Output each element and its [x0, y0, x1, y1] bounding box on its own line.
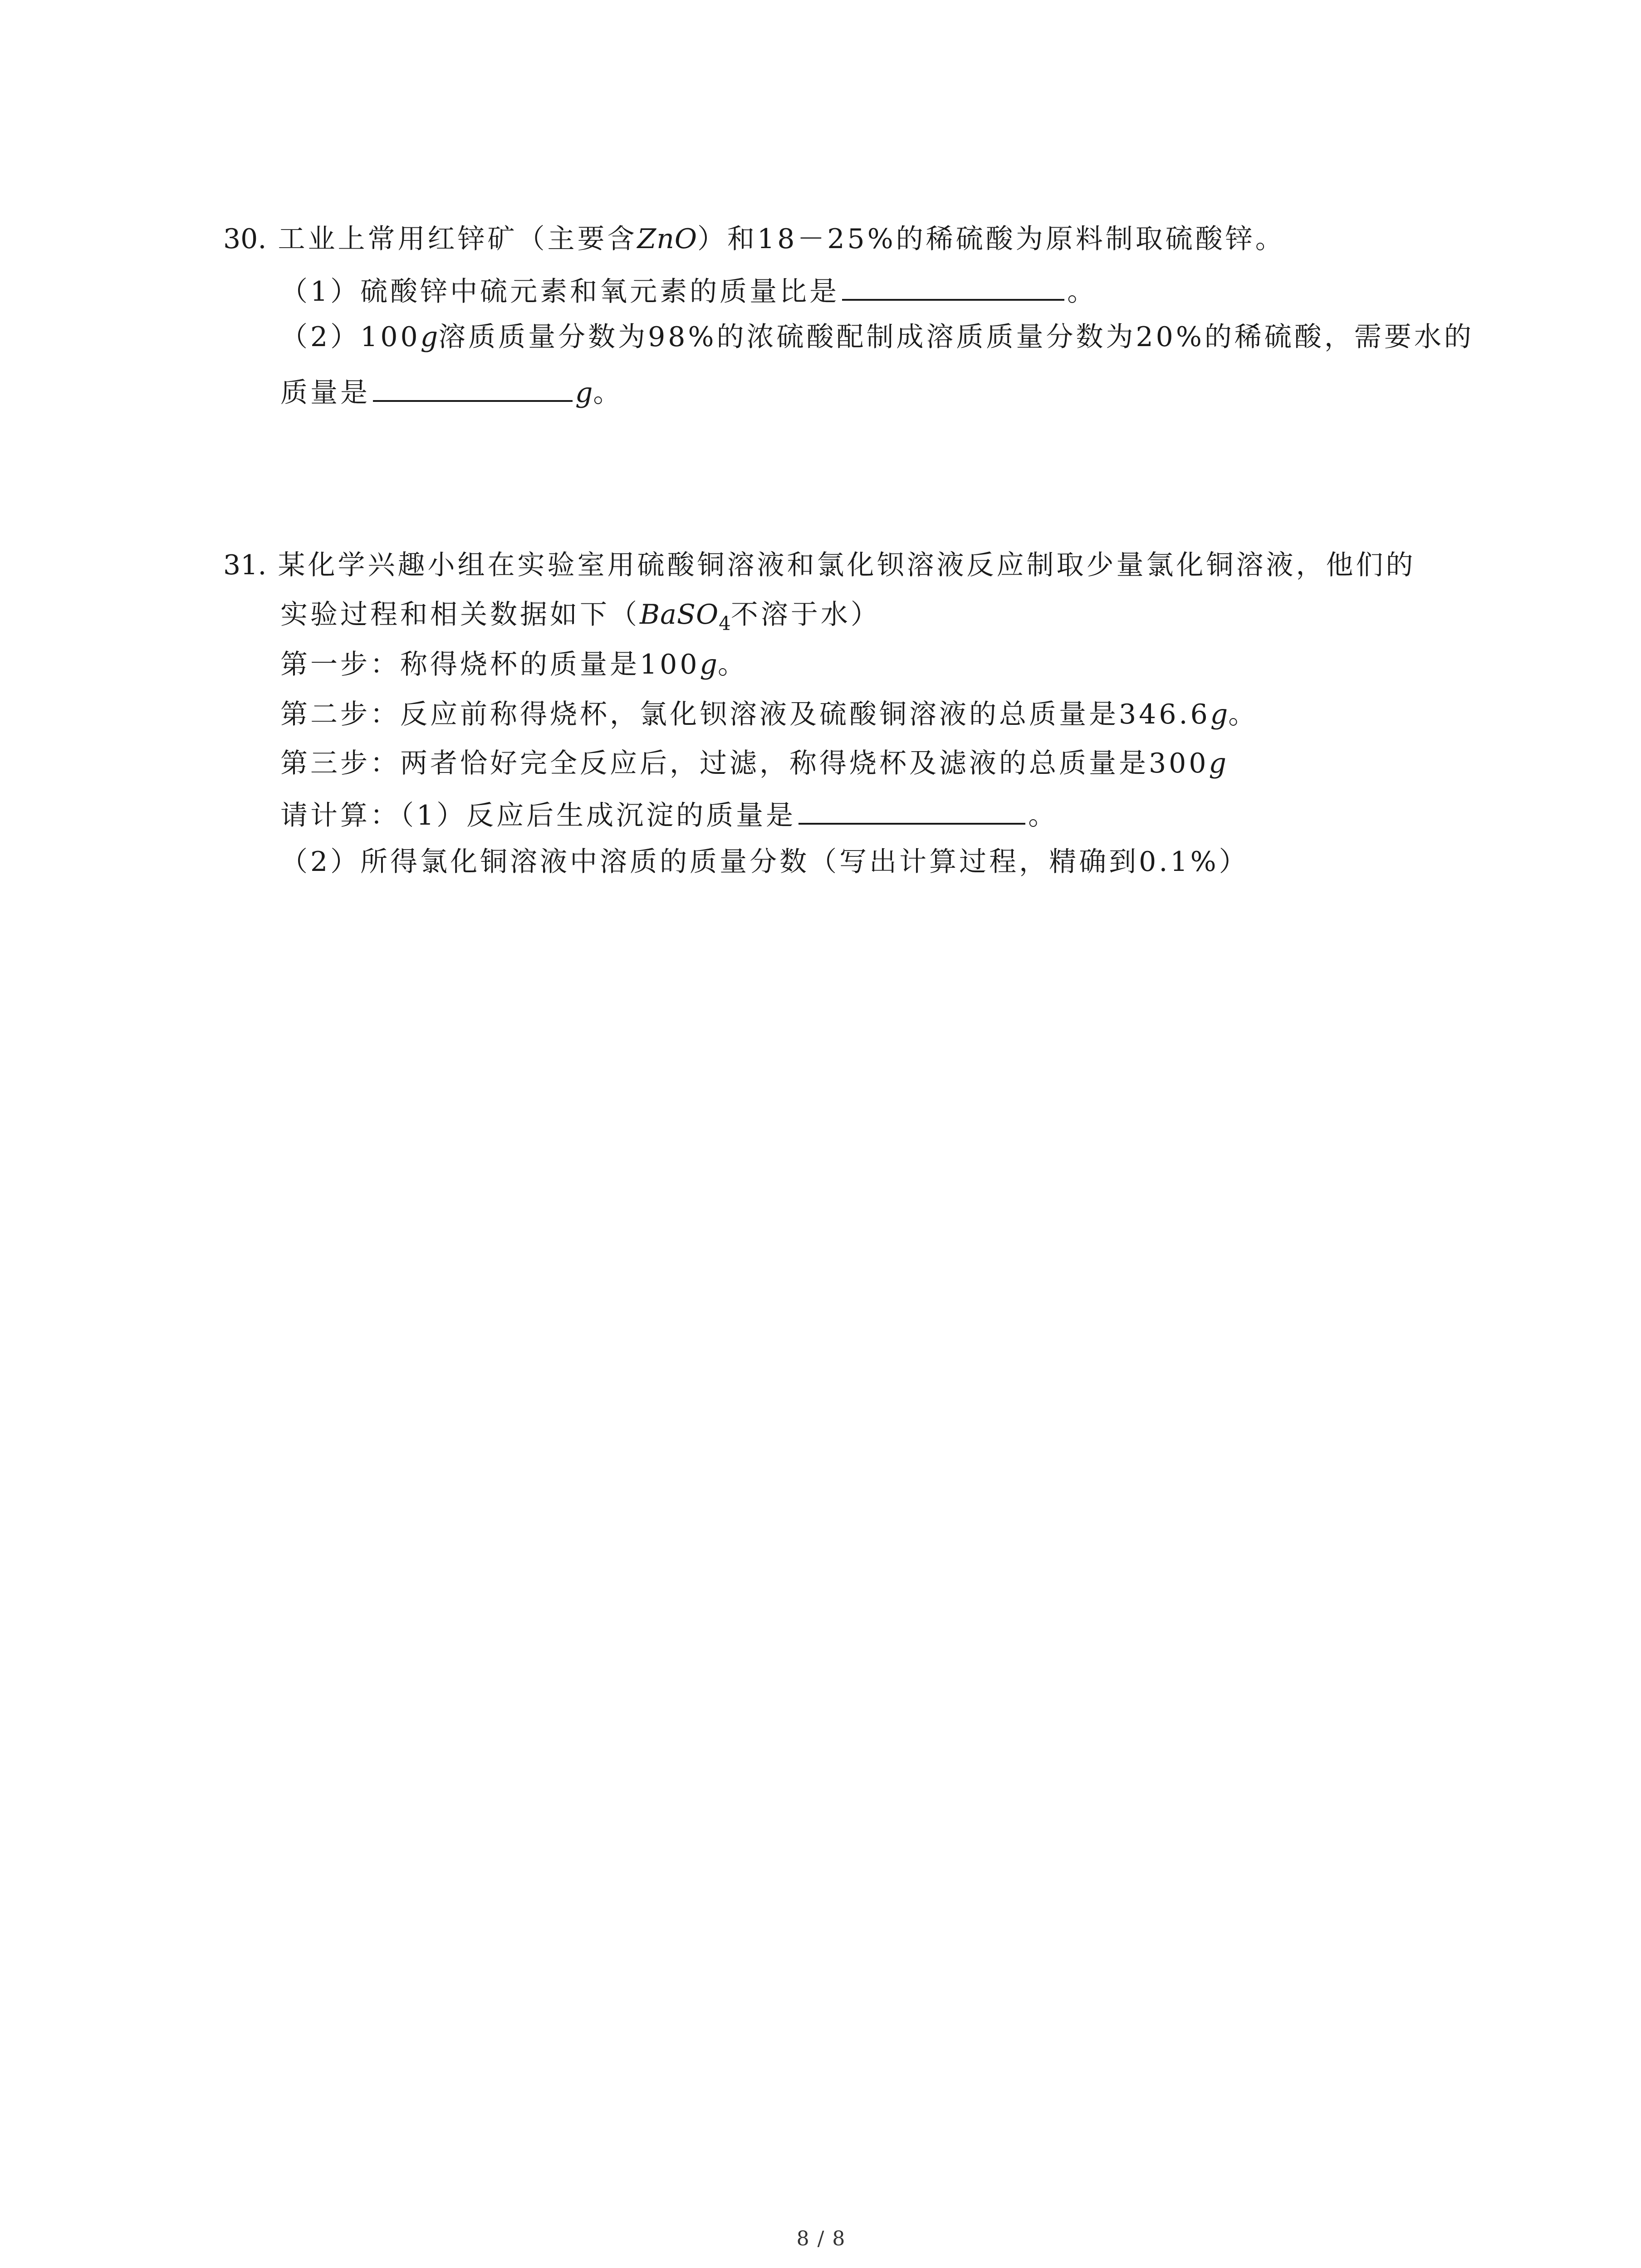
- answer-blank[interactable]: [798, 795, 1025, 825]
- q30-part2-cont: 质量是 g。: [280, 372, 623, 411]
- q31-step3: 第三步：两者恰好完全反应后，过滤，称得烧杯及滤液的总质量是300g: [280, 748, 1227, 779]
- q30-part2: （2）100g溶质质量分数为98%的浓硫酸配制成溶质质量分数为20%的稀硫酸，需要水的: [280, 321, 1474, 353]
- answer-blank[interactable]: [373, 372, 573, 402]
- q31-step1: 第一步：称得烧杯的质量是100g。: [280, 649, 748, 680]
- q30-part1: （1）硫酸锌中硫元素和氧元素的质量比是 。: [280, 271, 1097, 310]
- answer-blank[interactable]: [842, 271, 1064, 301]
- page-number: 8 / 8: [796, 2227, 846, 2250]
- q31-intro-cont: 实验过程和相关数据如下（BaSO$_4$不溶于水）: [280, 599, 881, 635]
- q31-intro: 31. 某化学兴趣小组在实验室用硫酸铜溶液和氯化钡溶液反应制取少量氯化铜溶液，他们的: [223, 549, 1416, 581]
- formula-zno: ZnO: [637, 223, 698, 255]
- q31-calc2: （2）所得氯化铜溶液中溶质的质量分数（写出计算过程，精确到0.1%）: [280, 846, 1249, 878]
- formula-baso4: BaSO$_4$: [640, 599, 731, 635]
- q30-number: 30.: [223, 223, 267, 255]
- q30-intro: 30. 工业上常用红锌矿（主要含ZnO）和18－25%的稀硫酸为原料制取硫酸锌。: [223, 223, 1285, 255]
- q31-calc1: 请计算：（1）反应后生成沉淀的质量是 。: [280, 795, 1058, 834]
- q31-step2: 第二步：反应前称得烧杯，氯化钡溶液及硫酸铜溶液的总质量是346.6g。: [280, 699, 1259, 730]
- q31-number: 31.: [223, 549, 267, 581]
